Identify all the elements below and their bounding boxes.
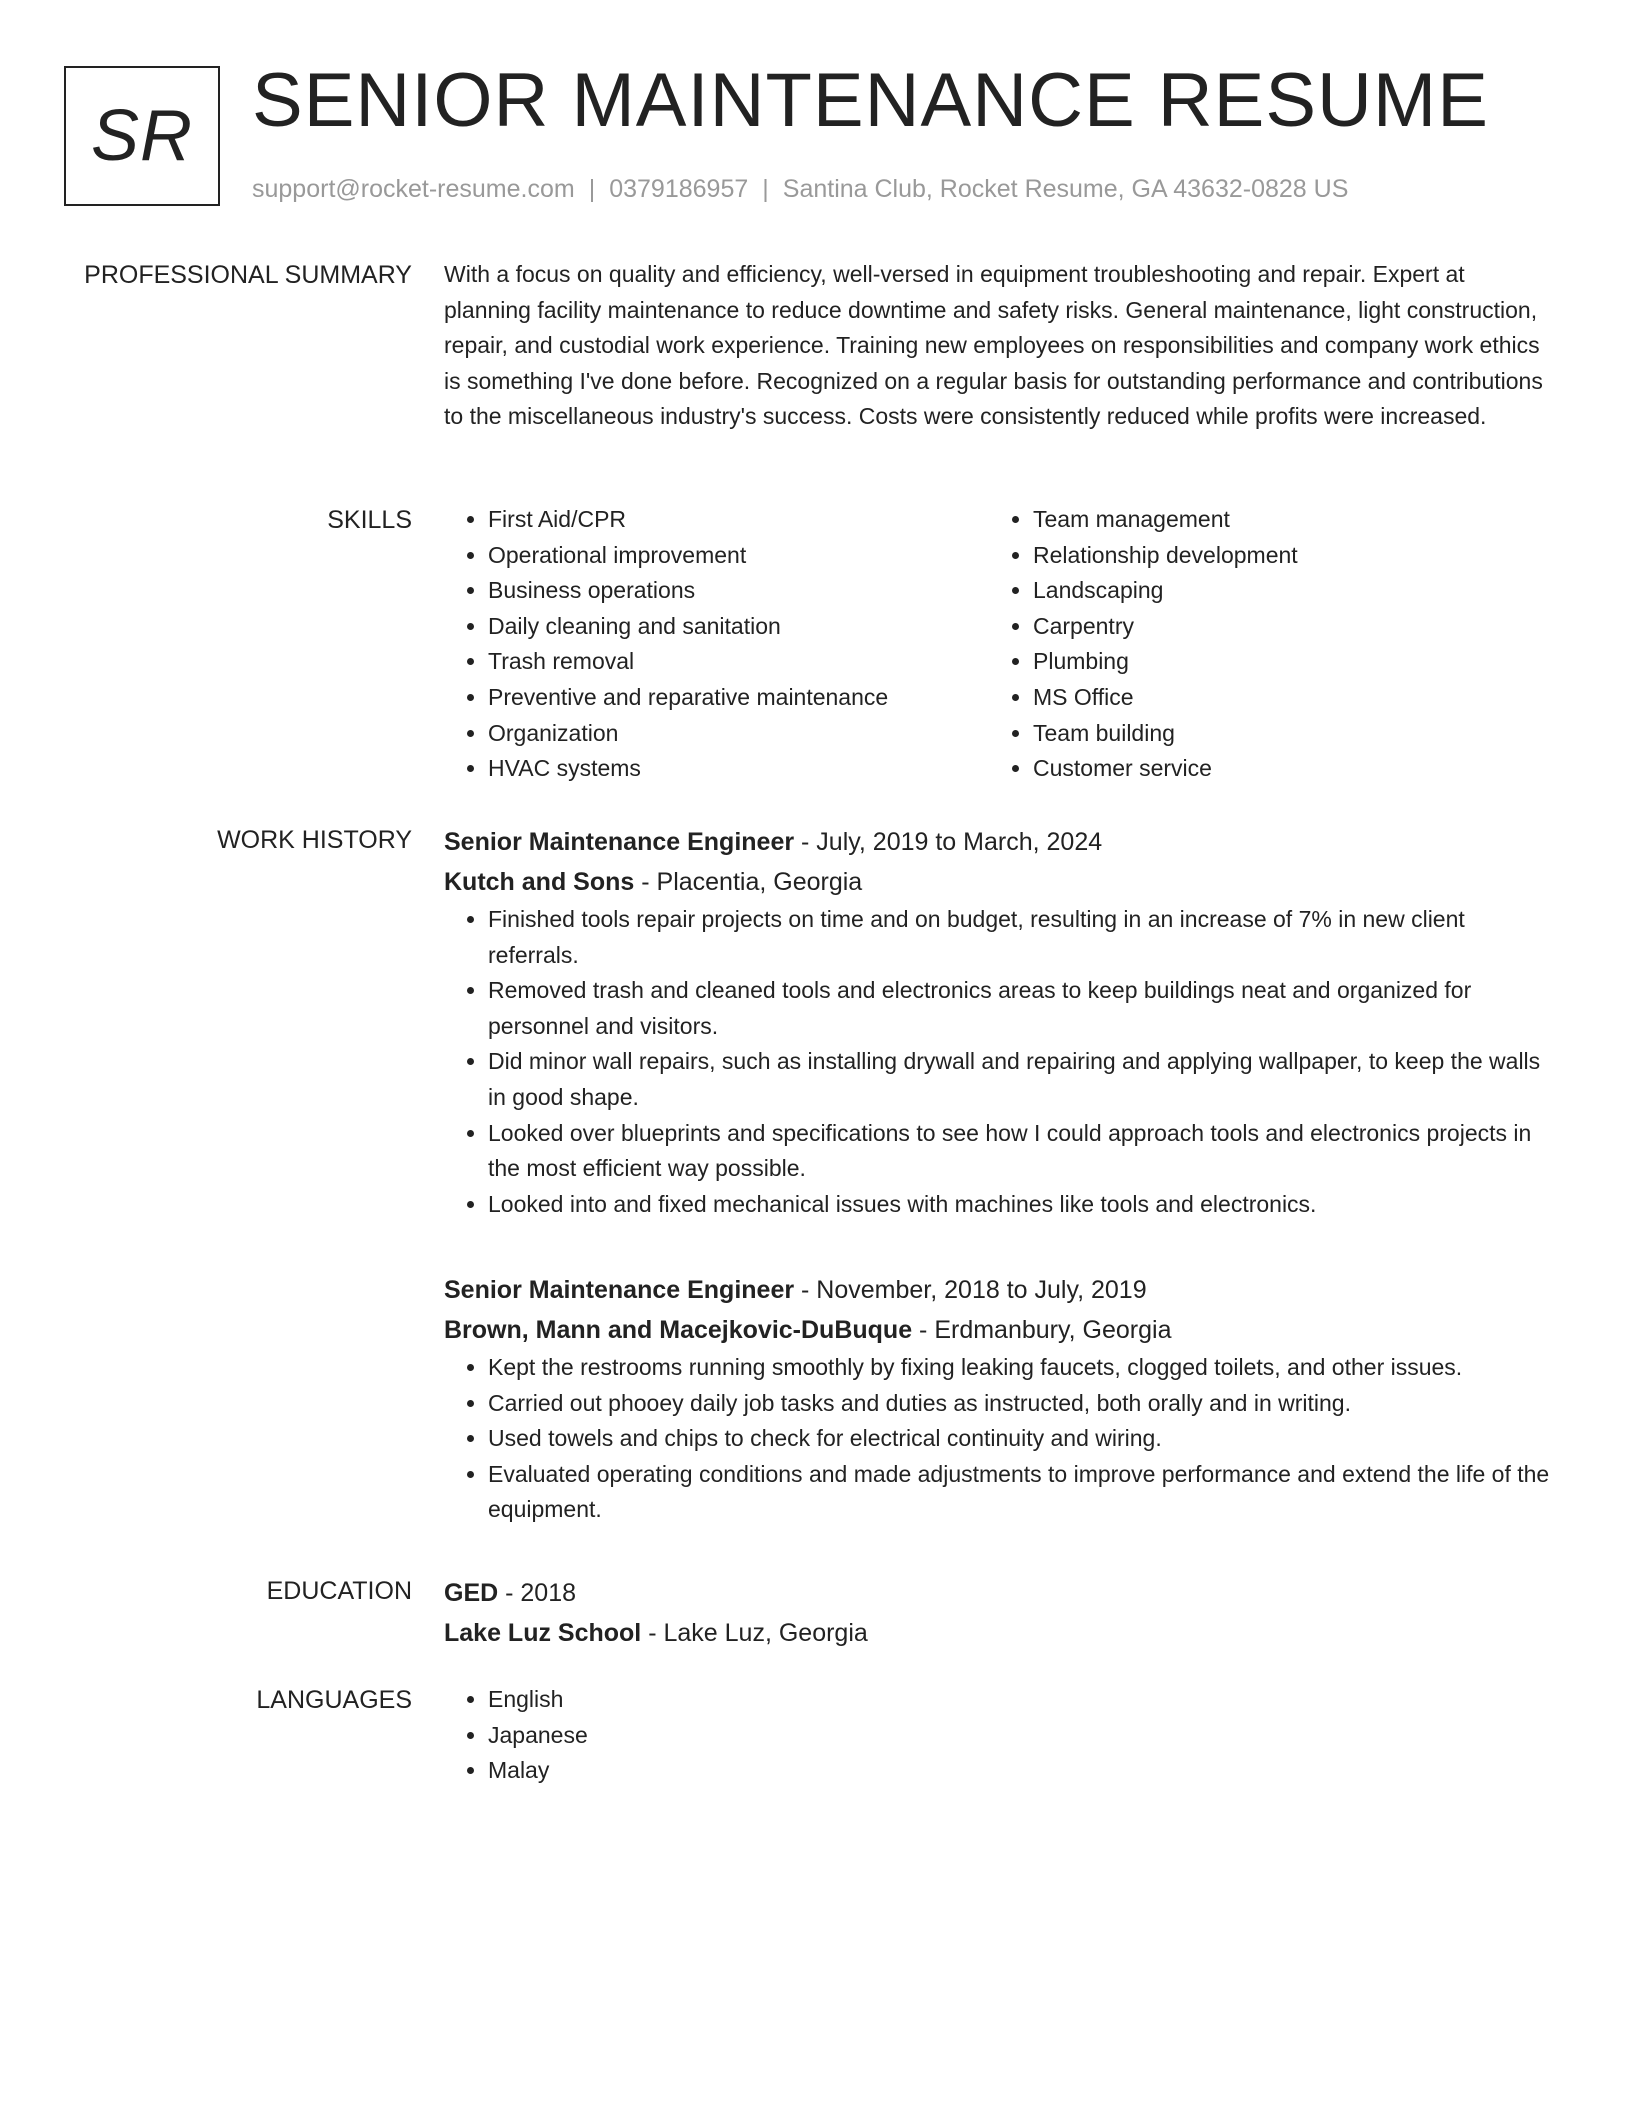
list-item: • Japanese	[488, 1718, 1556, 1754]
job-bullets	[444, 1350, 1556, 1528]
job-title: Senior Maintenance Engineer	[444, 828, 795, 856]
contact-phone[interactable]: 0379186957	[609, 175, 749, 203]
skills-column-left	[444, 502, 989, 787]
work-body-job2	[444, 1270, 1556, 1528]
education-year: - 2018	[498, 1579, 577, 1607]
education-degree: GED	[444, 1579, 499, 1607]
job-company-line	[444, 1310, 1556, 1350]
list-item: • Carried out phooey daily job tasks and duties as instructed, both orally and in writing.	[488, 1386, 1556, 1422]
education-body	[444, 1573, 1556, 1653]
list-item: • Looked over blueprints and specifications to see how I could approach tools and electronics projects in the most efficient way possible.	[488, 1116, 1556, 1187]
list-item: • Plumbing	[1033, 644, 1534, 680]
section-label-skills: SKILLS	[327, 506, 412, 534]
list-item: • Used towels and chips to check for electrical continuity and wiring.	[488, 1421, 1556, 1457]
summary-body	[444, 257, 1556, 435]
languages-body	[444, 1682, 1556, 1789]
job-location: - Erdmanbury, Georgia	[912, 1316, 1172, 1344]
list-item: • Malay	[488, 1753, 1556, 1789]
list-item: • Organization	[488, 716, 989, 752]
contact-separator: |	[588, 175, 596, 203]
list-item: • Looked into and fixed mechanical issues with machines like tools and electronics.	[488, 1187, 1556, 1223]
job-dates: - July, 2019 to March, 2024	[794, 828, 1103, 856]
list-item: • Finished tools repair projects on time and on budget, resulting in an increase of 7% in new client referrals.	[488, 902, 1556, 973]
list-item: • Evaluated operating conditions and made adjustments to improve performance and extend the life of the equipment.	[488, 1457, 1556, 1528]
list-item: • Did minor wall repairs, such as installing drywall and repairing and applying wallpaper, to keep the walls in good shape.	[488, 1044, 1556, 1115]
job-dates: - November, 2018 to July, 2019	[794, 1276, 1147, 1304]
job-title: Senior Maintenance Engineer	[444, 1276, 795, 1304]
work-body	[444, 822, 1556, 1222]
job-bullets	[444, 902, 1556, 1222]
section-label-languages: LANGUAGES	[256, 1686, 412, 1714]
list-item: • Removed trash and cleaned tools and electronics areas to keep buildings neat and organized for personnel and visitors.	[488, 973, 1556, 1044]
list-item: • Operational improvement	[488, 538, 989, 574]
list-item: • Kept the restrooms running smoothly by fixing leaking faucets, clogged toilets, and other issues.	[488, 1350, 1556, 1386]
job-location: - Placentia, Georgia	[634, 868, 863, 896]
skills-body	[444, 502, 1556, 787]
education-school-line	[444, 1613, 1556, 1653]
skills-column-right	[989, 502, 1534, 787]
list-item: • First Aid/CPR	[488, 502, 989, 538]
job-company: Brown, Mann and Macejkovic-DuBuque	[444, 1316, 913, 1344]
list-item: • Daily cleaning and sanitation	[488, 609, 989, 645]
job-company: Kutch and Sons	[444, 868, 635, 896]
job-entry	[444, 1270, 1556, 1528]
list-item: • Customer service	[1033, 751, 1534, 787]
education-school: Lake Luz School	[444, 1619, 642, 1647]
resume-title: SENIOR MAINTENANCE RESUME	[252, 58, 1489, 143]
monogram-logo: SR	[64, 66, 220, 206]
list-item: • Team management	[1033, 502, 1534, 538]
skills-list-left	[444, 502, 989, 787]
languages-list	[444, 1682, 1556, 1789]
skills-list-right	[989, 502, 1534, 787]
job-entry	[444, 822, 1556, 1222]
contact-email[interactable]: support@rocket-resume.com	[252, 175, 575, 203]
summary-text: With a focus on quality and efficiency, well-versed in equipment troubleshooting and repair. Expert at planning facility maintenance to reduce downtime and safety risks. General maintenance, light construction, repair, and custodial work experience. Training new employees on responsibilities and company work ethics is something I've done before. Recognized on a regular basis for outstanding performance and contributions to the miscellaneous industry's success. Costs were consistently reduced while profits were increased.	[444, 261, 1543, 430]
list-item: • HVAC systems	[488, 751, 989, 787]
list-item: • Trash removal	[488, 644, 989, 680]
list-item: • Business operations	[488, 573, 989, 609]
list-item: • Preventive and reparative maintenance	[488, 680, 989, 716]
job-title-line	[444, 1270, 1556, 1310]
list-item: • English	[488, 1682, 1556, 1718]
list-item: • Landscaping	[1033, 573, 1534, 609]
job-company-line	[444, 862, 1556, 902]
education-location: - Lake Luz, Georgia	[641, 1619, 868, 1647]
job-title-line	[444, 822, 1556, 862]
section-label-summary: PROFESSIONAL SUMMARY	[84, 261, 412, 289]
list-item: • Team building	[1033, 716, 1534, 752]
section-label-work: WORK HISTORY	[217, 826, 412, 854]
contact-address: Santina Club, Rocket Resume, GA 43632-0828 US	[782, 175, 1349, 203]
education-degree-line	[444, 1573, 1556, 1613]
section-label-education: EDUCATION	[266, 1577, 412, 1605]
list-item: • Carpentry	[1033, 609, 1534, 645]
list-item: • MS Office	[1033, 680, 1534, 716]
contact-separator: |	[762, 175, 769, 203]
contact-line	[252, 172, 1348, 206]
list-item: • Relationship development	[1033, 538, 1534, 574]
